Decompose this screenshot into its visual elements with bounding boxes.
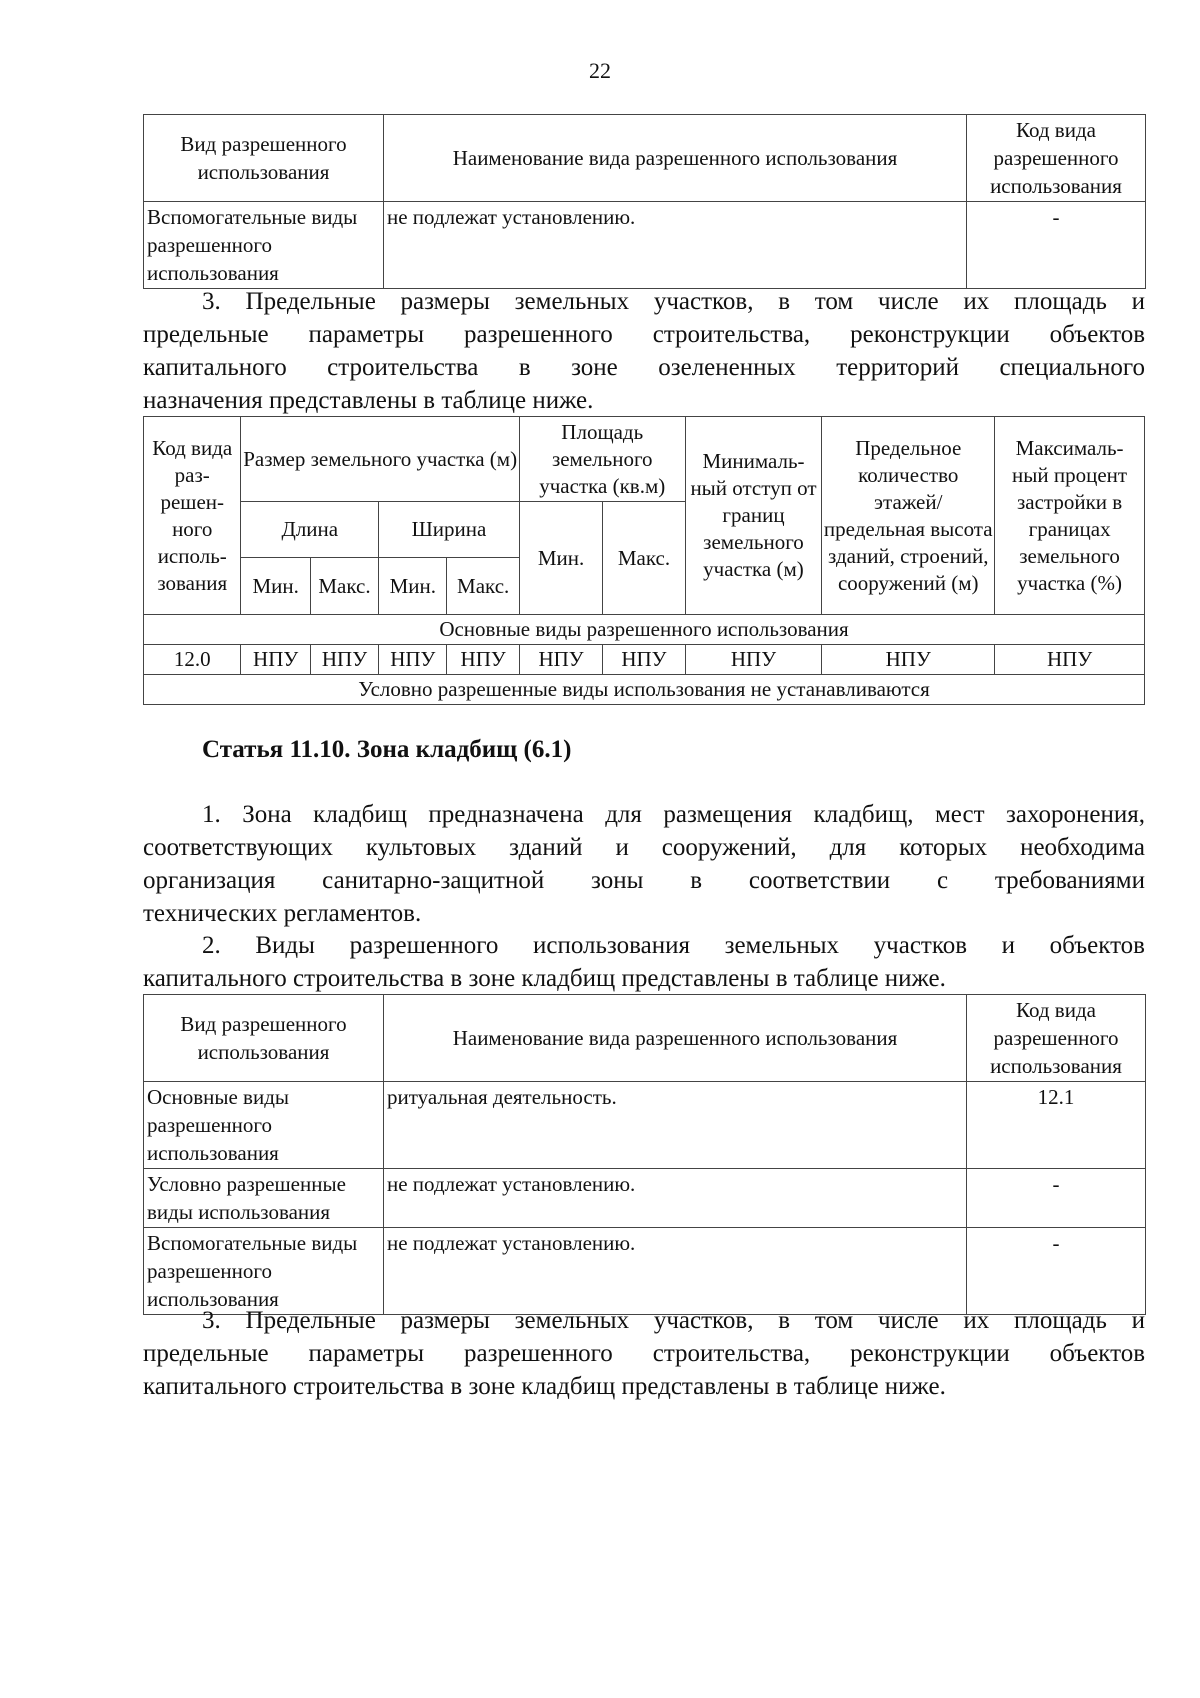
header-width-max: Макс. xyxy=(447,558,519,615)
header-width: Ширина xyxy=(379,502,520,558)
limits-table-green-zone xyxy=(143,416,1145,705)
paragraph-limits-cemetery xyxy=(143,1304,1145,1403)
cell-use-name: не подлежат установлению. xyxy=(384,1169,967,1228)
table-row xyxy=(144,1082,1146,1169)
land-use-table-cemetery xyxy=(143,994,1146,1315)
cell-use-name: ритуальная деятельность. xyxy=(384,1082,967,1169)
cell-use-code: - xyxy=(967,1228,1146,1315)
cell-setback: НПУ xyxy=(685,645,822,675)
paragraph-line: 2. Виды разрешенного использования земельных участков и объектов xyxy=(202,932,1145,959)
land-use-table-green-zone xyxy=(143,114,1146,289)
cell-use-type: Основные виды разрешенного использования xyxy=(144,1082,384,1169)
cell-width-min: НПУ xyxy=(379,645,447,675)
paragraph-limits-green-zone xyxy=(143,285,1145,417)
paragraph-cemetery-purpose xyxy=(143,798,1145,930)
cell-width-max: НПУ xyxy=(447,645,519,675)
cell-percent: НПУ xyxy=(995,645,1145,675)
table-row xyxy=(144,1228,1146,1315)
header-floors: Предельное количество этажей/ предельная высота зданий, строений, сооружений (м) xyxy=(822,417,995,615)
article-title: Статья 11.10. Зона кладбищ (6.1) xyxy=(202,736,572,763)
header-length-min: Мин. xyxy=(241,558,310,615)
table-header-row xyxy=(144,115,1146,202)
header-area-min: Мин. xyxy=(519,502,602,615)
cell-use-code: - xyxy=(967,1169,1146,1228)
cell-use-type: Вспомогательные виды разрешенного использования xyxy=(144,1228,384,1315)
header-percent: Максималь- ный процент застройки в границах земельного участка (%) xyxy=(995,417,1145,615)
table-header-row xyxy=(144,995,1146,1082)
table-row xyxy=(144,202,1146,289)
header-length-max: Макс. xyxy=(310,558,378,615)
cell-code: 12.0 xyxy=(144,645,241,675)
header-use-code: Код вида разрешенного использования xyxy=(967,995,1146,1082)
header-plot-size: Размер земельного участка (м) xyxy=(241,417,519,502)
header-setback: Минималь- ный отступ от границ земельного участка (м) xyxy=(685,417,822,615)
paragraph-line: назначения представлены в таблице ниже. xyxy=(143,387,594,414)
section-main-uses: Основные виды разрешенного использования xyxy=(144,615,1145,645)
paragraph-line: капитального строительства в зоне кладбищ представлены в таблице ниже. xyxy=(143,1373,946,1400)
header-use-name: Наименование вида разрешенного использования xyxy=(384,995,967,1082)
cell-use-type: Условно разрешенные виды использования xyxy=(144,1169,384,1228)
cell-use-name: не подлежат установлению. xyxy=(384,1228,967,1315)
header-use-code: Код вида разрешенного использования xyxy=(967,115,1146,202)
paragraph-line: 3. Предельные размеры земельных участков, в том числе их площадь и xyxy=(202,1307,1145,1334)
paragraph-line: капитального строительства в зоне кладбищ представлены в таблице ниже. xyxy=(143,965,946,992)
header-area-max: Макс. xyxy=(603,502,685,615)
cell-use-code: 12.1 xyxy=(967,1082,1146,1169)
cell-length-min: НПУ xyxy=(241,645,310,675)
table-row xyxy=(144,1169,1146,1228)
cell-use-name: не подлежат установлению. xyxy=(384,202,967,289)
paragraph-line: капитального строительства в зоне озелененных территорий специального xyxy=(143,354,1145,381)
paragraph-cemetery-uses xyxy=(143,929,1145,995)
header-width-min: Мин. xyxy=(379,558,447,615)
header-plot-area: Площадь земельного участка (кв.м) xyxy=(519,417,685,502)
header-code: Код вида раз- решен- ного исполь- зования xyxy=(144,417,241,615)
page-number: 22 xyxy=(589,58,611,83)
paragraph-line: организация санитарно-защитной зоны в соответствии с требованиями xyxy=(143,867,1145,894)
paragraph-line: предельные параметры разрешенного строительства, реконструкции объектов xyxy=(143,1340,1145,1367)
cell-area-min: НПУ xyxy=(519,645,602,675)
paragraph-line: 3. Предельные размеры земельных участков, в том числе их площадь и xyxy=(202,288,1145,315)
cell-use-code: - xyxy=(967,202,1146,289)
paragraph-line: соответствующих культовых зданий и сооружений, для которых необходима xyxy=(143,834,1145,861)
paragraph-line: предельные параметры разрешенного строительства, реконструкции объектов xyxy=(143,321,1145,348)
header-use-name: Наименование вида разрешенного использования xyxy=(384,115,967,202)
header-use-type: Вид разрешенного использования xyxy=(144,995,384,1082)
cell-floors: НПУ xyxy=(822,645,995,675)
cell-use-type: Вспомогательные виды разрешенного использования xyxy=(144,202,384,289)
paragraph-line: 1. Зона кладбищ предназначена для размещения кладбищ, мест захоронения, xyxy=(202,801,1145,828)
paragraph-line: технических регламентов. xyxy=(143,900,422,927)
cell-length-max: НПУ xyxy=(310,645,378,675)
header-use-type: Вид разрешенного использования xyxy=(144,115,384,202)
cell-area-max: НПУ xyxy=(603,645,685,675)
section-conditional-uses: Условно разрешенные виды использования не устанавливаются xyxy=(144,675,1145,705)
header-length: Длина xyxy=(241,502,379,558)
table-row xyxy=(144,645,1145,675)
